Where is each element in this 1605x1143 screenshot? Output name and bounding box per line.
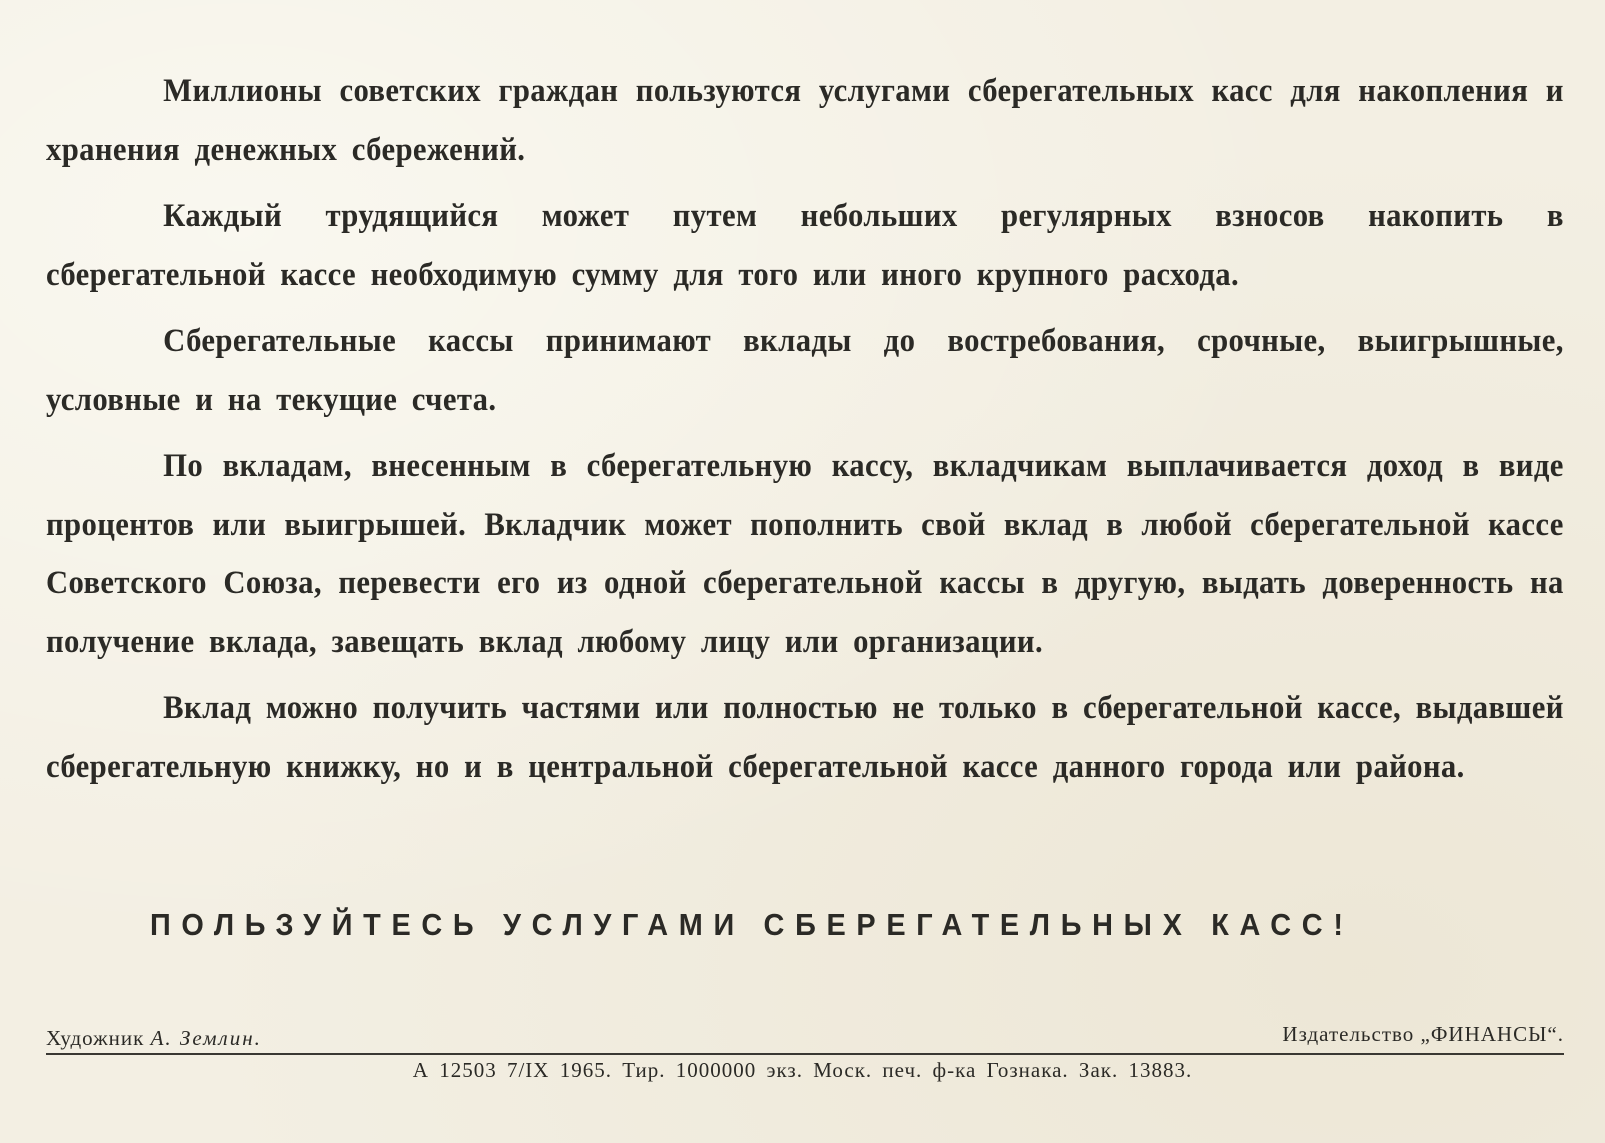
paragraph-2: Каждый трудящийся может путем небольших регулярных взносов накопить в сберегательной кассе необходимую сумму для того или иного крупного расхода. [46,198,1564,293]
artist-label: Художник [46,1026,145,1050]
artist-name: А. Землин. [150,1026,262,1050]
artist-credit [46,1026,262,1051]
divider-rule [46,1053,1564,1055]
paragraph-5: Вклад можно получить частями или полностью не только в сберегательной кассе, выдавшей сберегательную книжку, но и в центральной сберегательной кассе данного города или района. [46,690,1564,785]
credits [46,1022,1564,1054]
paragraph-1: Миллионы советских граждан пользуются услугами сберегательных касс для накопления и хранения денежных сбережений. [46,73,1564,168]
paragraph-4: По вкладам, внесенным в сберегательную кассу, вкладчикам выплачивается доход в виде процентов или выигрышей. Вкладчик может пополнить свой вклад в любой сберегательной кассе Советского Союза, перевести его из одной сберегательной кассы в другую, выдать доверенность на получение вклада, завещать вклад любому лицу или организации. [46,448,1564,660]
body-text [46,62,1564,804]
imprint-line: А 12503 7/IX 1965. Тир. 1000000 экз. Моск. печ. ф-ка Гознака. Зак. 13883. [412,1058,1193,1082]
slogan: ПОЛЬЗУЙТЕСЬ УСЛУГАМИ СБЕРЕГАТЕЛЬНЫХ КАСС! [150,907,1354,942]
publisher-credit: Издательство „ФИНАНСЫ“. [1282,1022,1564,1046]
paragraph-3: Сберегательные кассы принимают вклады до востребования, срочные, выигрышные, условные и на текущие счета. [46,323,1564,418]
